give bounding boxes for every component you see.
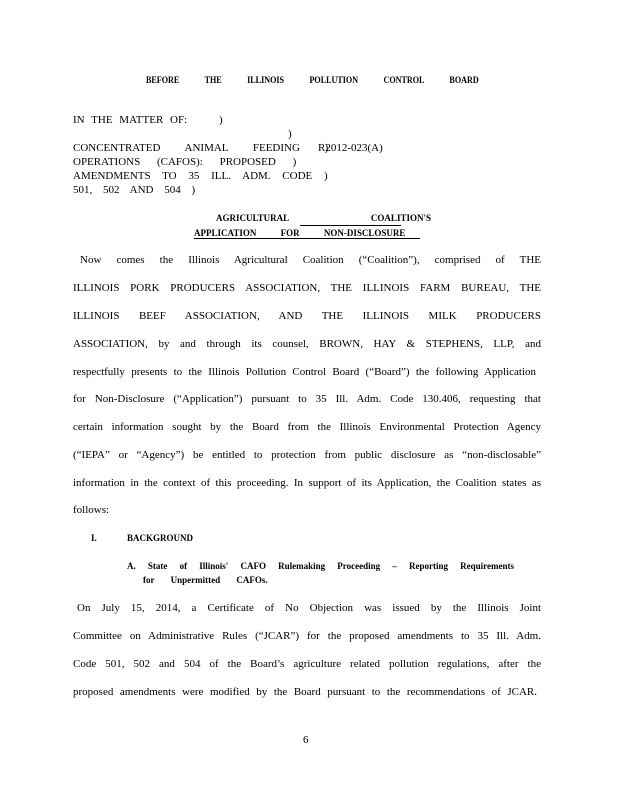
body-line: certain information sought by the Board from the Illinois Environmental Protection Agency xyxy=(73,421,541,433)
section-title: BACKGROUND xyxy=(127,533,194,543)
caption-line: OPERATIONS (CAFOS): PROPOSED ) xyxy=(73,156,297,168)
caption-line: CONCENTRATED ANIMAL FEEDING ) xyxy=(73,142,329,154)
board-header: BEFORE THE ILLINOIS POLLUTION CONTROL BOARD xyxy=(146,75,479,85)
caption-docket: R2012-023(A) xyxy=(318,142,383,154)
body-line: On July 15, 2014, a Certificate of No Objection was issued by the Illinois Joint xyxy=(77,602,541,614)
body-line: follows: xyxy=(73,504,110,516)
body-line: information in the context of this proceeding. In support of its Application, the Coalition states as xyxy=(73,477,541,489)
document-subtitle: APPLICATION FOR NON-DISCLOSURE xyxy=(194,228,406,238)
body-line: Code 501, 502 and 504 of the Board’s agriculture related pollution regulations, after the xyxy=(73,658,541,670)
caption-line: AMENDMENTS TO 35 ILL. ADM. CODE ) xyxy=(73,170,328,182)
body-line: Committee on Administrative Rules (“JCAR”) for the proposed amendments to 35 Ill. Adm. xyxy=(73,630,541,642)
caption-in-the-matter: IN THE MATTER OF: xyxy=(73,114,188,126)
body-line: ASSOCIATION, by and through its counsel, BROWN, HAY & STEPHENS, LLP, and xyxy=(73,338,541,350)
body-line: ILLINOIS BEEF ASSOCIATION, AND THE ILLINOIS MILK PRODUCERS xyxy=(73,310,541,322)
page-number: 6 xyxy=(303,734,309,746)
body-line: Now comes the Illinois Agricultural Coalition (“Coalition”), comprised of THE xyxy=(80,254,541,266)
body-line: for Non-Disclosure (“Application”) pursuant to 35 Ill. Adm. Code 130.406, requesting that xyxy=(73,393,541,405)
body-line: proposed amendments were modified by the Board pursuant to the recommendations of JCAR. xyxy=(73,686,537,698)
subsection-title-cont: for Unpermitted CAFOs. xyxy=(143,575,268,585)
document-title: AGRICULTURAL COALITION'S xyxy=(216,213,431,223)
body-line: (“IEPA” or “Agency”) be entitled to protection from public disclosure as “non-disclosable” xyxy=(73,449,541,461)
caption-paren: ) xyxy=(288,128,292,140)
title-underline xyxy=(194,238,420,239)
caption-line: 501, 502 AND 504 ) xyxy=(73,184,196,196)
body-line: ILLINOIS PORK PRODUCERS ASSOCIATION, THE ILLINOIS FARM BUREAU, THE xyxy=(73,282,541,294)
section-number: I. xyxy=(91,533,97,543)
caption-paren: ) xyxy=(219,114,223,126)
subsection-title: A. State of Illinois' CAFO Rulemaking Proceeding – Reporting Requirements xyxy=(127,561,514,571)
body-line: respectfully presents to the Illinois Pollution Control Board (“Board”) the following Application xyxy=(73,366,536,378)
title-underline xyxy=(300,225,401,226)
